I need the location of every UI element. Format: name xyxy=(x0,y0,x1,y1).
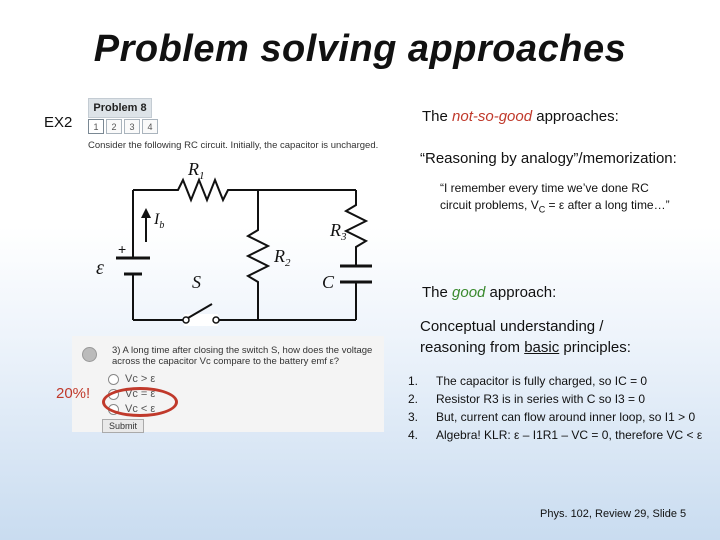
ib-label: $I_b$ xyxy=(154,211,165,231)
r3-label: $R_3$ xyxy=(330,220,347,243)
answer-option-label: Vc < ε xyxy=(125,403,156,415)
problem-statement: Consider the following RC circuit. Initially, the capacitor is uncharged. xyxy=(88,140,379,151)
problem-number[interactable]: 4 xyxy=(142,119,158,134)
problem-number[interactable]: 2 xyxy=(106,119,122,134)
answer-option-label: Vc = ε xyxy=(125,388,156,400)
list-item: 2. Resistor R3 is in series with C so I3 = 0 xyxy=(408,392,646,406)
not-so-good-heading: The not-so-good approaches: xyxy=(422,108,619,125)
reasoning-heading: “Reasoning by analogy”/memorization: xyxy=(420,150,677,167)
answer-option-label: Vc > ε xyxy=(125,373,156,385)
r1-label: $R_1$ xyxy=(188,159,205,182)
question-text: 3) A long time after closing the switch S, how does the voltage across the capacitor Vc compare to the battery emf ε? xyxy=(112,345,373,367)
problem-number-tabs xyxy=(88,119,158,134)
question-box xyxy=(72,336,384,432)
answer-option[interactable] xyxy=(108,373,155,385)
switch-label: S xyxy=(192,272,201,292)
answer-highlight-ring xyxy=(102,387,178,417)
radio-button[interactable] xyxy=(108,374,119,385)
slide-footer: Phys. 102, Review 29, Slide 5 xyxy=(540,508,687,520)
slide-title: Problem solving approaches xyxy=(93,28,627,70)
list-item: 4. Algebra! KLR: ε – I1R1 – VC = 0, therefore VC < ε xyxy=(408,428,703,442)
list-item: 3. But, current can flow around inner loop, so I1 > 0 xyxy=(408,410,696,424)
solution-steps xyxy=(408,372,702,444)
example-label: EX2 xyxy=(44,114,73,131)
good-heading: The good approach: xyxy=(422,284,557,301)
r2-label: $R_2$ xyxy=(274,246,291,269)
concept-heading: Conceptual understanding / reasoning from basic principles: xyxy=(420,318,631,356)
submit-button[interactable]: Submit xyxy=(102,419,144,433)
percent-correct-label: 20%! xyxy=(56,385,91,402)
battery-plus-label: + xyxy=(118,241,127,257)
reasoning-quote: “I remember every time we’ve done RC circuit problems, $V_C = \varepsilon$ after a long time…” xyxy=(440,181,670,215)
list-item: 1. The capacitor is fully charged, so IC = 0 xyxy=(408,374,648,388)
rc-circuit-diagram xyxy=(88,150,388,340)
problem-tab[interactable]: Problem 8 xyxy=(88,98,152,118)
problem-panel xyxy=(88,98,388,158)
question-status-icon xyxy=(82,347,97,362)
problem-number[interactable]: 3 xyxy=(124,119,140,134)
capacitor-label: C xyxy=(322,272,335,292)
emf-label: ε xyxy=(96,257,104,279)
problem-number[interactable]: 1 xyxy=(88,119,104,134)
